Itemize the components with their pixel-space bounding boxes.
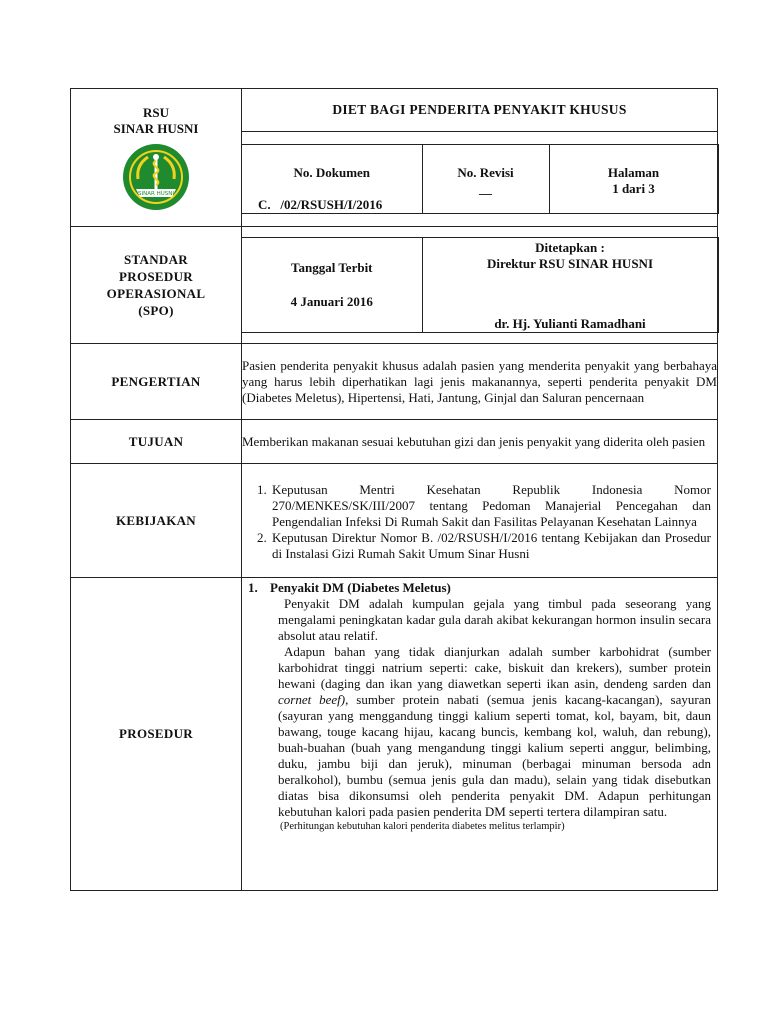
org-name-line1: RSU — [142, 104, 169, 120]
issue-date-value: 4 Januari 2016 — [290, 294, 373, 309]
kebijakan-item-1: 1. Keputusan Mentri Kesehatan Republik Indonesia Nomor 270/MENKES/SK/III/2007 tentang Pedoman Manajerial Pencegahan dan Pengendalian Infeksi Di Rumah Sakit dan Fasilitas Pelayanan Kesehatan Lainnya — [270, 482, 711, 530]
director-name: dr. Hj. Yulianti Ramadhani — [494, 316, 646, 331]
prosedur-paragraph-2-part-a: Adapun bahan yang tidak dianjurkan adalah sumber karbohidrat (sumber karbohidrat tinggi natrium seperti: cake, biskuit dan krekers), sumber protein hewani (daging dan ikan yang diawetkan seperti ikan asin, dendeng sarden dan — [278, 644, 711, 691]
prosedur-paragraph-1: Penyakit DM adalah kumpulan gejala yang timbul pada seseorang yang mengalami peningkatan kadar gula darah akibat kekurangan hormon insulin secara absolut atau relatif. — [278, 596, 711, 643]
kebijakan-cell — [242, 464, 718, 578]
prosedur-heading-number: 1. — [248, 580, 258, 595]
org-name-line2: SINAR HUSNI — [113, 120, 199, 136]
issue-date-cell — [242, 238, 422, 333]
prosedur-label: PROSEDUR — [71, 578, 242, 891]
spo-label-line1: STANDAR — [124, 252, 188, 267]
page-label: Halaman — [607, 165, 660, 180]
revision-label: No. Revisi — [457, 165, 514, 180]
director-title: Direktur RSU SINAR HUSNI — [486, 256, 654, 271]
doc-info-cell — [242, 132, 718, 227]
issue-date-label: Tanggal Terbit — [290, 260, 373, 275]
prosedur-note: (Perhitungan kebutuhan kalori penderita diabetes melitus terlampir) — [280, 821, 565, 832]
kebijakan-item-2: 2. Keputusan Direktur Nomor B. /02/RSUSH/I/2016 tentang Kebijakan dan Prosedur di Instalasi Gizi Rumah Sakit Umum Sinar Husni — [270, 530, 711, 562]
issue-cell — [242, 227, 718, 344]
pengertian-text: Pasien penderita penyakit khusus adalah pasien yang menderita penyakit yang berbahaya yang harus lebih diperhatikan lagi jenis makanannya, seperti penderita penyakit DM (Diabetes Meletus), Hipertensi, Hati, Jantung, Ginjal dan Saluran pencernaan — [242, 344, 718, 420]
org-cell — [71, 89, 242, 227]
doc-number-cell — [242, 145, 422, 214]
page-value: 1 dari 3 — [612, 181, 655, 196]
spo-table — [70, 88, 718, 891]
issue-table — [242, 237, 719, 333]
tujuan-label: TUJUAN — [71, 420, 242, 464]
spo-label-line2: PROSEDUR — [119, 269, 193, 284]
hospital-logo-icon — [122, 143, 190, 211]
prosedur-heading — [248, 580, 711, 596]
approval-cell — [422, 238, 718, 333]
spo-label-line4: (SPO) — [138, 303, 174, 318]
spo-label-line3: OPERASIONAL — [106, 286, 206, 301]
revision-value: __ — [479, 181, 492, 196]
prosedur-paragraph-2-part-b: , sumber protein nabati (semua jenis kacang-kacangan), sayuran (sayuran yang menggandung tinggi kalium seperti tomat, kol, bayam, bit, daun bawang, touge kacang hijau, kacang buncis, kembang kol, waluh, dan rebung), buah-buahan (buah yang mengandung tinggi kalium seperti anggur, belimbing, duku, jambu biji dan jeruk), minuman (berbagai minuman bersoda adn beralkohol), bumbu (semua jenis gula dan madu), selain yang tidak disebutkan diatas bisa dikonsumsi oleh penderita penyakit DM. Adapun perhitungan kebutuhan kalori pada pasien penderita DM seperti tertera dilampiran satu. — [278, 692, 711, 819]
tujuan-text: Memberikan makanan sesuai kebutuhan gizi dan jenis penyakit yang diderita oleh pasien — [242, 420, 718, 464]
page-cell — [549, 145, 718, 214]
kebijakan-list — [242, 476, 717, 566]
doc-number-label: No. Dokumen — [293, 165, 371, 180]
pengertian-label: PENGERTIAN — [71, 344, 242, 420]
prosedur-content — [242, 578, 717, 838]
logo-ribbon-text: SINAR HUSNI — [138, 190, 174, 197]
prosedur-cell — [242, 578, 718, 891]
doc-info-table — [242, 144, 719, 214]
doc-number-value: C. /02/RSUSH/I/2016 — [258, 197, 383, 212]
prosedur-paragraph-2-italic: cornet beef) — [278, 692, 346, 707]
prosedur-paragraph-2 — [248, 644, 711, 820]
revision-cell — [422, 145, 549, 214]
document-title: DIET BAGI PENDERITA PENYAKIT KHUSUS — [242, 89, 718, 132]
kebijakan-label: KEBIJAKAN — [71, 464, 242, 578]
approval-label: Ditetapkan : — [535, 240, 605, 255]
prosedur-heading-text: Penyakit DM (Diabetes Meletus) — [270, 580, 451, 595]
spo-label-cell — [71, 227, 242, 344]
